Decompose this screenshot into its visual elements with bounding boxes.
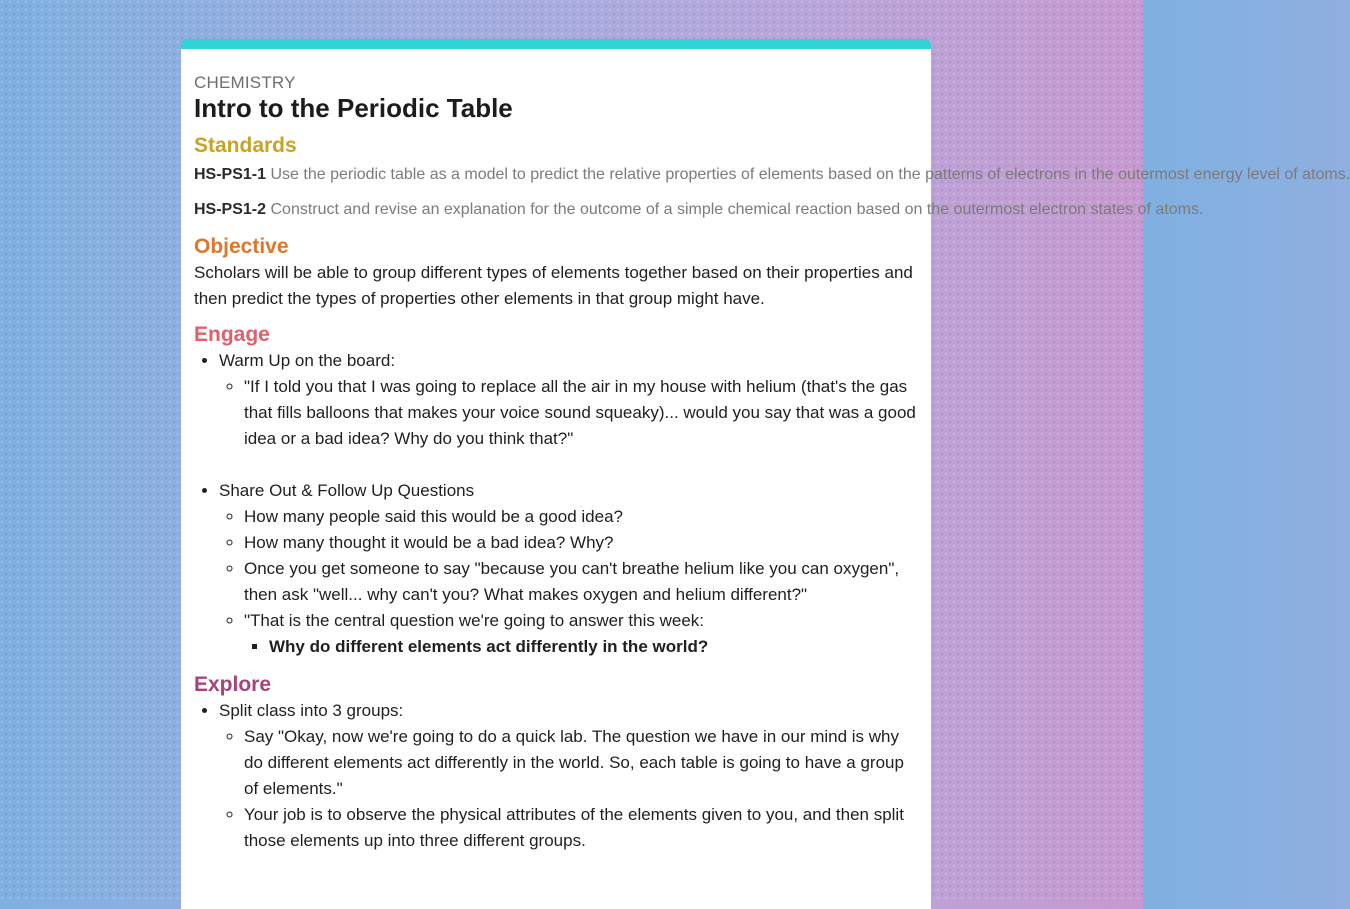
question-text: Once you get someone to say "because you can't breathe helium like you can oxygen", then ask "well... why can't you? What makes oxygen and helium different?": [244, 559, 900, 604]
question-text: How many thought it would be a bad idea? Why?: [244, 533, 614, 552]
lesson-card: [181, 39, 1350, 909]
standards-heading: Standards: [194, 134, 297, 157]
objective-text: Scholars will be able to group different types of elements together based on their properties and then predict the types of properties other elements in that group might have.: [194, 263, 913, 308]
list-item: [244, 724, 918, 802]
central-question: Why do different elements act differently in the world?: [269, 637, 709, 656]
list-item: [244, 802, 918, 854]
subject-label: CHEMISTRY: [194, 73, 296, 92]
questions-sublist: [219, 504, 918, 660]
list-item: [219, 698, 918, 854]
lesson-title: Intro to the Periodic Table: [194, 93, 513, 123]
list-item: [244, 556, 918, 608]
list-item: [244, 374, 918, 452]
warmup-label: Warm Up on the board:: [219, 351, 396, 370]
central-question-sublist: [244, 634, 918, 660]
standard-code: HS-PS1-1: [194, 166, 267, 183]
blank-line: [194, 452, 918, 478]
standard-item[interactable]: [194, 200, 1204, 220]
list-item: [219, 478, 918, 660]
list-item: [244, 504, 918, 530]
list-item: [219, 348, 918, 452]
standard-code: HS-PS1-2: [194, 201, 267, 218]
warmup-sublist: [219, 374, 918, 452]
step-text: Your job is to observe the physical attributes of the elements given to you, and then split those elements up into three different groups.: [244, 805, 904, 850]
engage-list: [194, 348, 918, 452]
standard-description: Construct and revise an explanation for the outcome of a simple chemical reaction based on the outermost electron states of atoms.: [270, 201, 1204, 218]
warmup-quote: "If I told you that I was going to replace all the air in my house with helium (that's the gas that fills balloons that makes your voice sound squeaky)... would you say that was a good idea or a bad idea? Why do you think that?": [244, 377, 916, 448]
list-item: [244, 608, 918, 660]
standard-description: Use the periodic table as a model to predict the relative properties of elements based on the patterns of electrons in the outermost energy level of atoms.: [270, 166, 1350, 183]
standard-item[interactable]: [194, 165, 1350, 185]
question-text: How many people said this would be a good idea?: [244, 507, 623, 526]
step-text: Say "Okay, now we're going to do a quick lab. The question we have in our mind is why do different elements act differently in the world. So, each table is going to have a group of elements.": [244, 727, 904, 798]
split-label: Split class into 3 groups:: [219, 701, 404, 720]
share-label: Share Out & Follow Up Questions: [219, 481, 475, 500]
split-sublist: [219, 724, 918, 854]
list-item: [244, 530, 918, 556]
explore-list: [194, 698, 918, 854]
question-text: "That is the central question we're going to answer this week:: [244, 611, 705, 630]
objective-heading: Objective: [194, 235, 289, 258]
explore-heading: Explore: [194, 673, 272, 696]
engage-list-2: [194, 478, 918, 660]
engage-heading: Engage: [194, 323, 270, 346]
list-item: [269, 634, 918, 660]
